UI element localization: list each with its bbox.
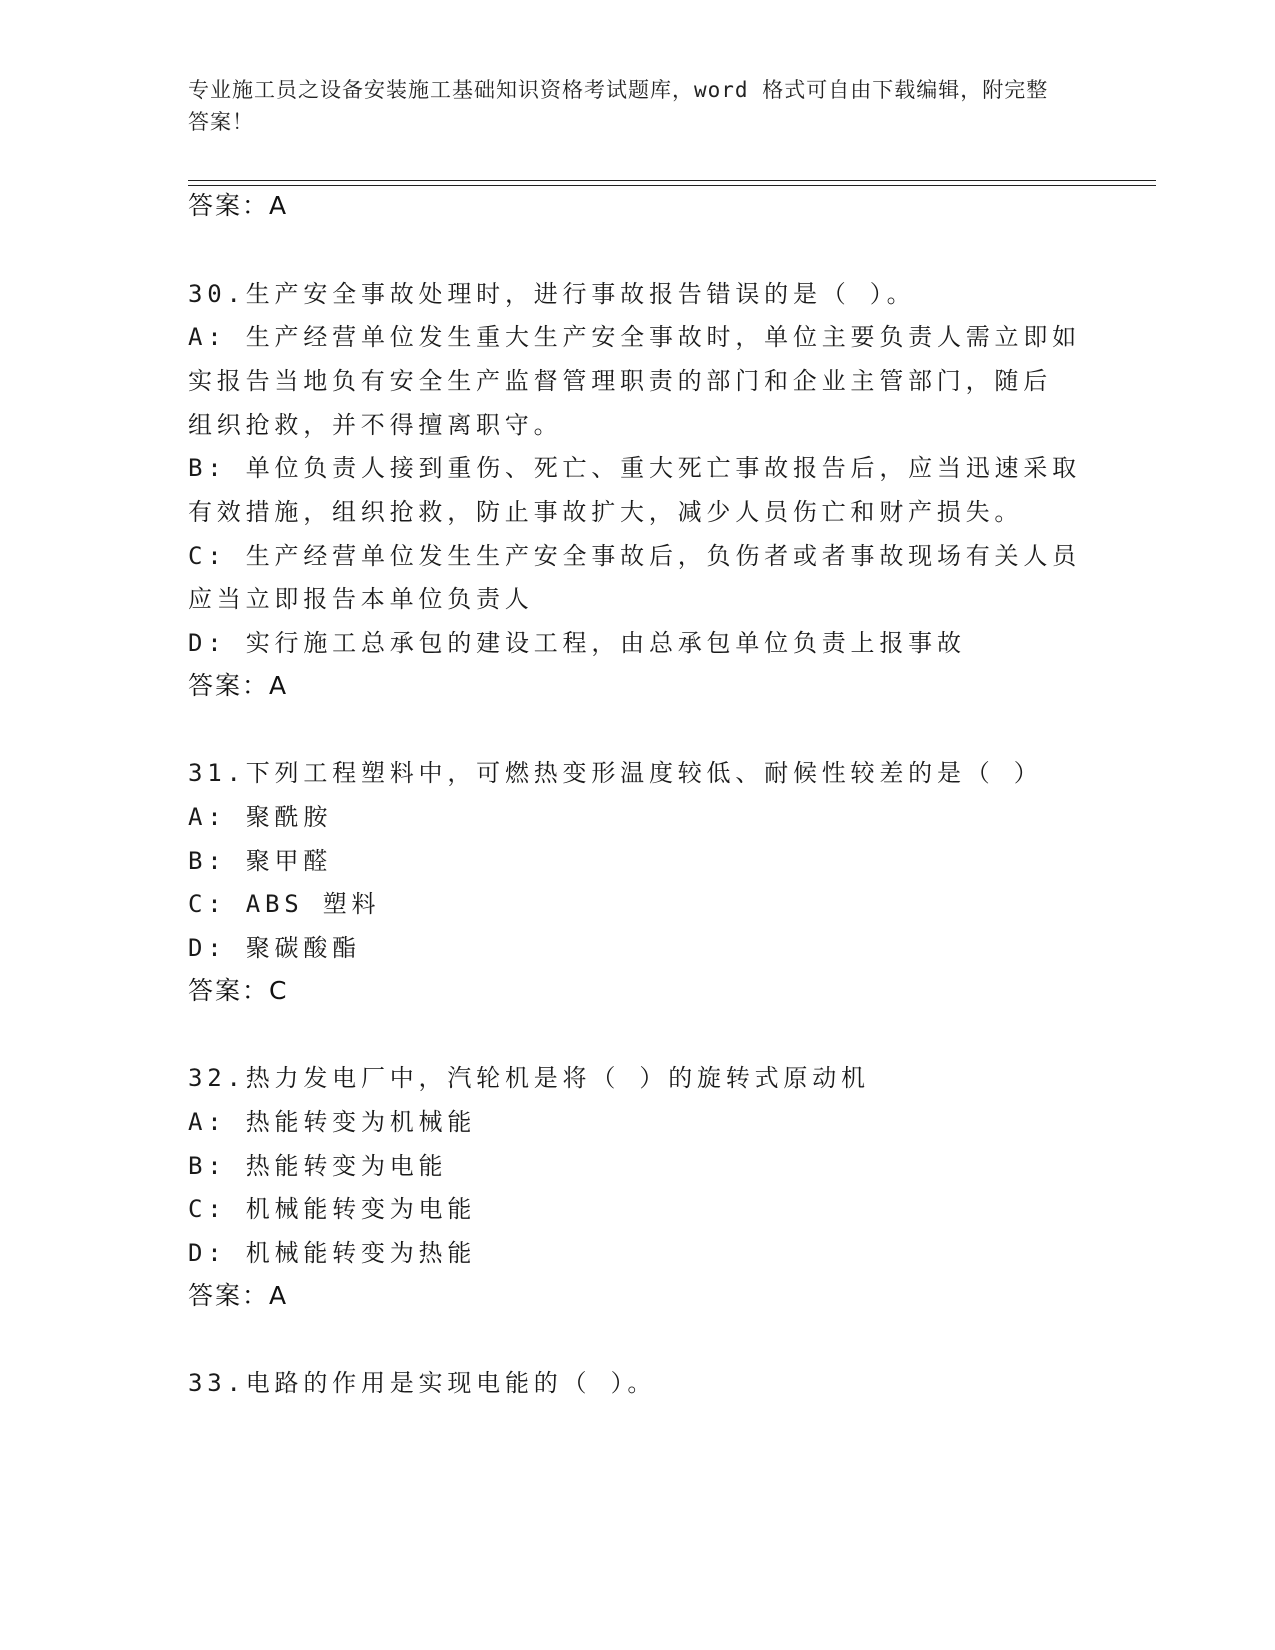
answer-line: 答案：A [188, 1281, 289, 1310]
header-rule-bottom [188, 185, 1156, 186]
answer-line: 答案：A [188, 671, 289, 700]
answer-line: 答案：A [188, 191, 289, 220]
option-line: A: 生产经营单位发生重大生产安全事故时，单位主要负责人需立即如 [188, 323, 1081, 351]
question-text-33: 33.电路的作用是实现电能的（ ）。 [188, 1369, 657, 1397]
option-line: 有效措施，组织抢救，防止事故扩大，减少人员伤亡和财产损失。 [188, 498, 1024, 526]
document-header: 专业施工员之设备安装施工基础知识资格考试题库，word 格式可自由下载编辑，附完整答案！ [188, 78, 1049, 134]
answer-line: 答案：C [188, 976, 289, 1005]
option-line: D: 实行施工总承包的建设工程，由总承包单位负责上报事故 [188, 629, 966, 657]
option-line: 实报告当地负有安全生产监督管理职责的部门和企业主管部门，随后 [188, 367, 1052, 395]
option-line: 应当立即报告本单位负责人 [188, 585, 534, 613]
option-line: B: 聚甲醛 [188, 847, 333, 875]
option-line: C: ABS 塑料 [188, 890, 381, 918]
option-line: A: 聚酰胺 [188, 803, 333, 831]
option-line: B: 热能转变为电能 [188, 1152, 448, 1180]
option-line: D: 聚碳酸酯 [188, 934, 361, 962]
option-line: D: 机械能转变为热能 [188, 1239, 477, 1267]
header-rule-top [188, 180, 1156, 181]
option-line: C: 机械能转变为电能 [188, 1195, 477, 1223]
question-text-32: 32.热力发电厂中，汽轮机是将（ ）的旋转式原动机 [188, 1064, 870, 1092]
option-line: 组织抢救，并不得擅离职守。 [188, 411, 563, 439]
question-text-30: 30.生产安全事故处理时，进行事故报告错误的是（ ）。 [188, 280, 916, 308]
option-line: C: 生产经营单位发生生产安全事故后，负伤者或者事故现场有关人员 [188, 542, 1081, 570]
question-text-31: 31.下列工程塑料中，可燃热变形温度较低、耐候性较差的是（ ） [188, 759, 1043, 787]
option-line: B: 单位负责人接到重伤、死亡、重大死亡事故报告后，应当迅速采取 [188, 454, 1081, 482]
option-line: A: 热能转变为机械能 [188, 1108, 477, 1136]
